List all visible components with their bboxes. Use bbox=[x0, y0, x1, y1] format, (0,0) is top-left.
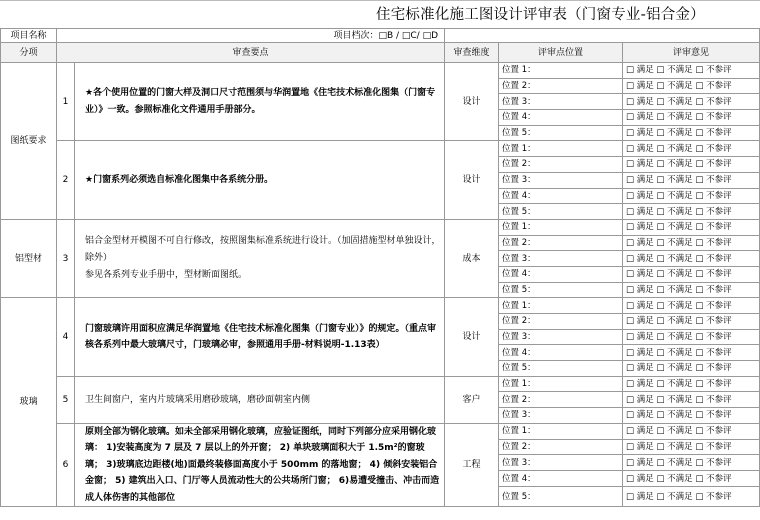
opinion-options[interactable]: □ 满足 □ 不满足 □ 不参评 bbox=[623, 204, 760, 220]
item-requirement: ★各个使用位置的门窗大样及洞口尺寸范围须与华润置地《住宅技术标准化图集（门窗专业）》一致。参照标准化文件通用手册部分。 bbox=[75, 63, 445, 141]
opinion-options[interactable]: □ 满足 □ 不满足 □ 不参评 bbox=[623, 94, 760, 110]
position-field[interactable]: 位置 4： bbox=[499, 345, 623, 361]
opinion-options[interactable]: □ 满足 □ 不满足 □ 不参评 bbox=[623, 471, 760, 487]
header-position: 评审点位置 bbox=[499, 43, 623, 63]
item-dimension: 成本 bbox=[445, 219, 499, 297]
header-row bbox=[1, 43, 760, 63]
item-requirement-note: 参见各系列专业手册中，型材断面图纸。 bbox=[85, 270, 248, 281]
position-field[interactable]: 位置 2： bbox=[499, 157, 623, 173]
review-table bbox=[0, 28, 760, 507]
item-number: 3 bbox=[57, 219, 75, 297]
item-number: 4 bbox=[57, 298, 75, 376]
opinion-options[interactable]: □ 满足 □ 不满足 □ 不参评 bbox=[623, 329, 760, 345]
project-stage-options[interactable]: □B / □C/ □D bbox=[378, 30, 438, 41]
item-number: 2 bbox=[57, 141, 75, 219]
item-dimension: 设计 bbox=[445, 298, 499, 376]
position-field[interactable]: 位置 5： bbox=[499, 125, 623, 141]
item-number: 6 bbox=[57, 423, 75, 507]
item-number: 1 bbox=[57, 63, 75, 141]
position-field[interactable]: 位置 5： bbox=[499, 204, 623, 220]
position-field[interactable]: 位置 2： bbox=[499, 439, 623, 455]
title-bar bbox=[0, 0, 760, 29]
position-field[interactable]: 位置 3： bbox=[499, 94, 623, 110]
position-field[interactable]: 位置 1： bbox=[499, 298, 623, 314]
table-row bbox=[1, 63, 760, 79]
position-field[interactable]: 位置 1： bbox=[499, 423, 623, 439]
opinion-options[interactable]: □ 满足 □ 不满足 □ 不参评 bbox=[623, 125, 760, 141]
position-field[interactable]: 位置 3： bbox=[499, 329, 623, 345]
header-review-points: 审查要点 bbox=[57, 43, 445, 63]
item-requirement: ★门窗系列必须选自标准化图集中各系统分册。 bbox=[75, 141, 445, 219]
header-category: 分项 bbox=[1, 43, 57, 63]
header-opinion: 评审意见 bbox=[623, 43, 760, 63]
item-dimension: 设计 bbox=[445, 141, 499, 219]
position-field[interactable]: 位置 1： bbox=[499, 376, 623, 392]
item-requirement: 卫生间窗户，室内片玻璃采用磨砂玻璃，磨砂面朝室内侧 bbox=[75, 376, 445, 423]
position-field[interactable]: 位置 1： bbox=[499, 141, 623, 157]
opinion-options[interactable]: □ 满足 □ 不满足 □ 不参评 bbox=[623, 423, 760, 439]
position-field[interactable]: 位置 4： bbox=[499, 266, 623, 282]
project-stage-label: 项目档次： bbox=[333, 30, 379, 41]
opinion-options[interactable]: □ 满足 □ 不满足 □ 不参评 bbox=[623, 361, 760, 377]
table-row bbox=[1, 423, 760, 439]
opinion-options[interactable]: □ 满足 □ 不满足 □ 不参评 bbox=[623, 345, 760, 361]
item-requirement: 原则全部为钢化玻璃。如未全部采用钢化玻璃，应验证图纸，同时下列部分应采用钢化玻璃： 1)安装高度为 7 层及 7 层以上的外开窗； 2) 单块玻璃面积大于 1.5m²的窗玻璃； 3)玻璃底边距楼(地)面最终装修面高度小于 500mm 的落地窗； 4) 倾斜安装铝合金窗； 5) 建筑出入口、门厅等人员流动性大的公共场所门窗； 6)易遭受撞击、冲击而造成人体伤害的其他部位 bbox=[75, 423, 445, 507]
opinion-options[interactable]: □ 满足 □ 不满足 □ 不参评 bbox=[623, 376, 760, 392]
opinion-options[interactable]: □ 满足 □ 不满足 □ 不参评 bbox=[623, 251, 760, 267]
opinion-options[interactable]: □ 满足 □ 不满足 □ 不参评 bbox=[623, 141, 760, 157]
position-field[interactable]: 位置 2： bbox=[499, 235, 623, 251]
item-dimension: 设计 bbox=[445, 63, 499, 141]
project-name-label: 项目名称 bbox=[1, 29, 57, 43]
table-row bbox=[1, 219, 760, 235]
position-field[interactable]: 位置 3： bbox=[499, 455, 623, 471]
position-field[interactable]: 位置 3： bbox=[499, 251, 623, 267]
opinion-options[interactable]: □ 满足 □ 不满足 □ 不参评 bbox=[623, 78, 760, 94]
opinion-options[interactable]: □ 满足 □ 不满足 □ 不参评 bbox=[623, 298, 760, 314]
page-title: 住宅标准化施工图设计评审表（门窗专业-铝合金） bbox=[376, 7, 705, 23]
opinion-options[interactable]: □ 满足 □ 不满足 □ 不参评 bbox=[623, 172, 760, 188]
table-row bbox=[1, 376, 760, 392]
position-field[interactable]: 位置 2： bbox=[499, 78, 623, 94]
position-field[interactable]: 位置 3： bbox=[499, 172, 623, 188]
opinion-options[interactable]: □ 满足 □ 不满足 □ 不参评 bbox=[623, 219, 760, 235]
item-requirement: 门窗玻璃许用面积应满足华润置地《住宅技术标准化图集（门窗专业）》的规定。（重点审核各系列中最大玻璃尺寸，门玻璃必审，参照通用手册-材料说明-1.13表） bbox=[75, 298, 445, 376]
position-field[interactable]: 位置 3： bbox=[499, 408, 623, 424]
info-row bbox=[1, 29, 760, 43]
table-row bbox=[1, 141, 760, 157]
item-requirement-line: 铝合金型材开模图不可自行修改，按照图集标准系统进行设计。（加固措施型材单独设计，除外） bbox=[85, 236, 441, 264]
item-requirement bbox=[75, 219, 445, 297]
opinion-options[interactable]: □ 满足 □ 不满足 □ 不参评 bbox=[623, 235, 760, 251]
header-dimension: 审查维度 bbox=[445, 43, 499, 63]
opinion-options[interactable]: □ 满足 □ 不满足 □ 不参评 bbox=[623, 188, 760, 204]
position-field[interactable]: 位置 4： bbox=[499, 110, 623, 126]
opinion-options[interactable]: □ 满足 □ 不满足 □ 不参评 bbox=[623, 439, 760, 455]
opinion-options[interactable]: □ 满足 □ 不满足 □ 不参评 bbox=[623, 392, 760, 408]
position-field[interactable]: 位置 1： bbox=[499, 63, 623, 79]
position-field[interactable]: 位置 2： bbox=[499, 392, 623, 408]
position-field[interactable]: 位置 5： bbox=[499, 487, 623, 507]
opinion-options[interactable]: □ 满足 □ 不满足 □ 不参评 bbox=[623, 455, 760, 471]
opinion-options[interactable]: □ 满足 □ 不满足 □ 不参评 bbox=[623, 314, 760, 330]
table-row bbox=[1, 298, 760, 314]
opinion-options[interactable]: □ 满足 □ 不满足 □ 不参评 bbox=[623, 487, 760, 507]
project-info-blank[interactable] bbox=[445, 29, 760, 43]
opinion-options[interactable]: □ 满足 □ 不满足 □ 不参评 bbox=[623, 63, 760, 79]
position-field[interactable]: 位置 4： bbox=[499, 471, 623, 487]
project-stage-cell[interactable] bbox=[57, 29, 445, 43]
opinion-options[interactable]: □ 满足 □ 不满足 □ 不参评 bbox=[623, 266, 760, 282]
item-dimension: 工程 bbox=[445, 423, 499, 507]
item-dimension: 客户 bbox=[445, 376, 499, 423]
group-glass: 玻璃 bbox=[1, 298, 57, 507]
position-field[interactable]: 位置 4： bbox=[499, 188, 623, 204]
position-field[interactable]: 位置 5： bbox=[499, 361, 623, 377]
opinion-options[interactable]: □ 满足 □ 不满足 □ 不参评 bbox=[623, 282, 760, 298]
position-field[interactable]: 位置 5： bbox=[499, 282, 623, 298]
group-drawing-requirements: 图纸要求 bbox=[1, 63, 57, 220]
opinion-options[interactable]: □ 满足 □ 不满足 □ 不参评 bbox=[623, 110, 760, 126]
group-aluminum-profile: 铝型材 bbox=[1, 219, 57, 297]
item-number: 5 bbox=[57, 376, 75, 423]
position-field[interactable]: 位置 1： bbox=[499, 219, 623, 235]
opinion-options[interactable]: □ 满足 □ 不满足 □ 不参评 bbox=[623, 157, 760, 173]
position-field[interactable]: 位置 2： bbox=[499, 314, 623, 330]
opinion-options[interactable]: □ 满足 □ 不满足 □ 不参评 bbox=[623, 408, 760, 424]
